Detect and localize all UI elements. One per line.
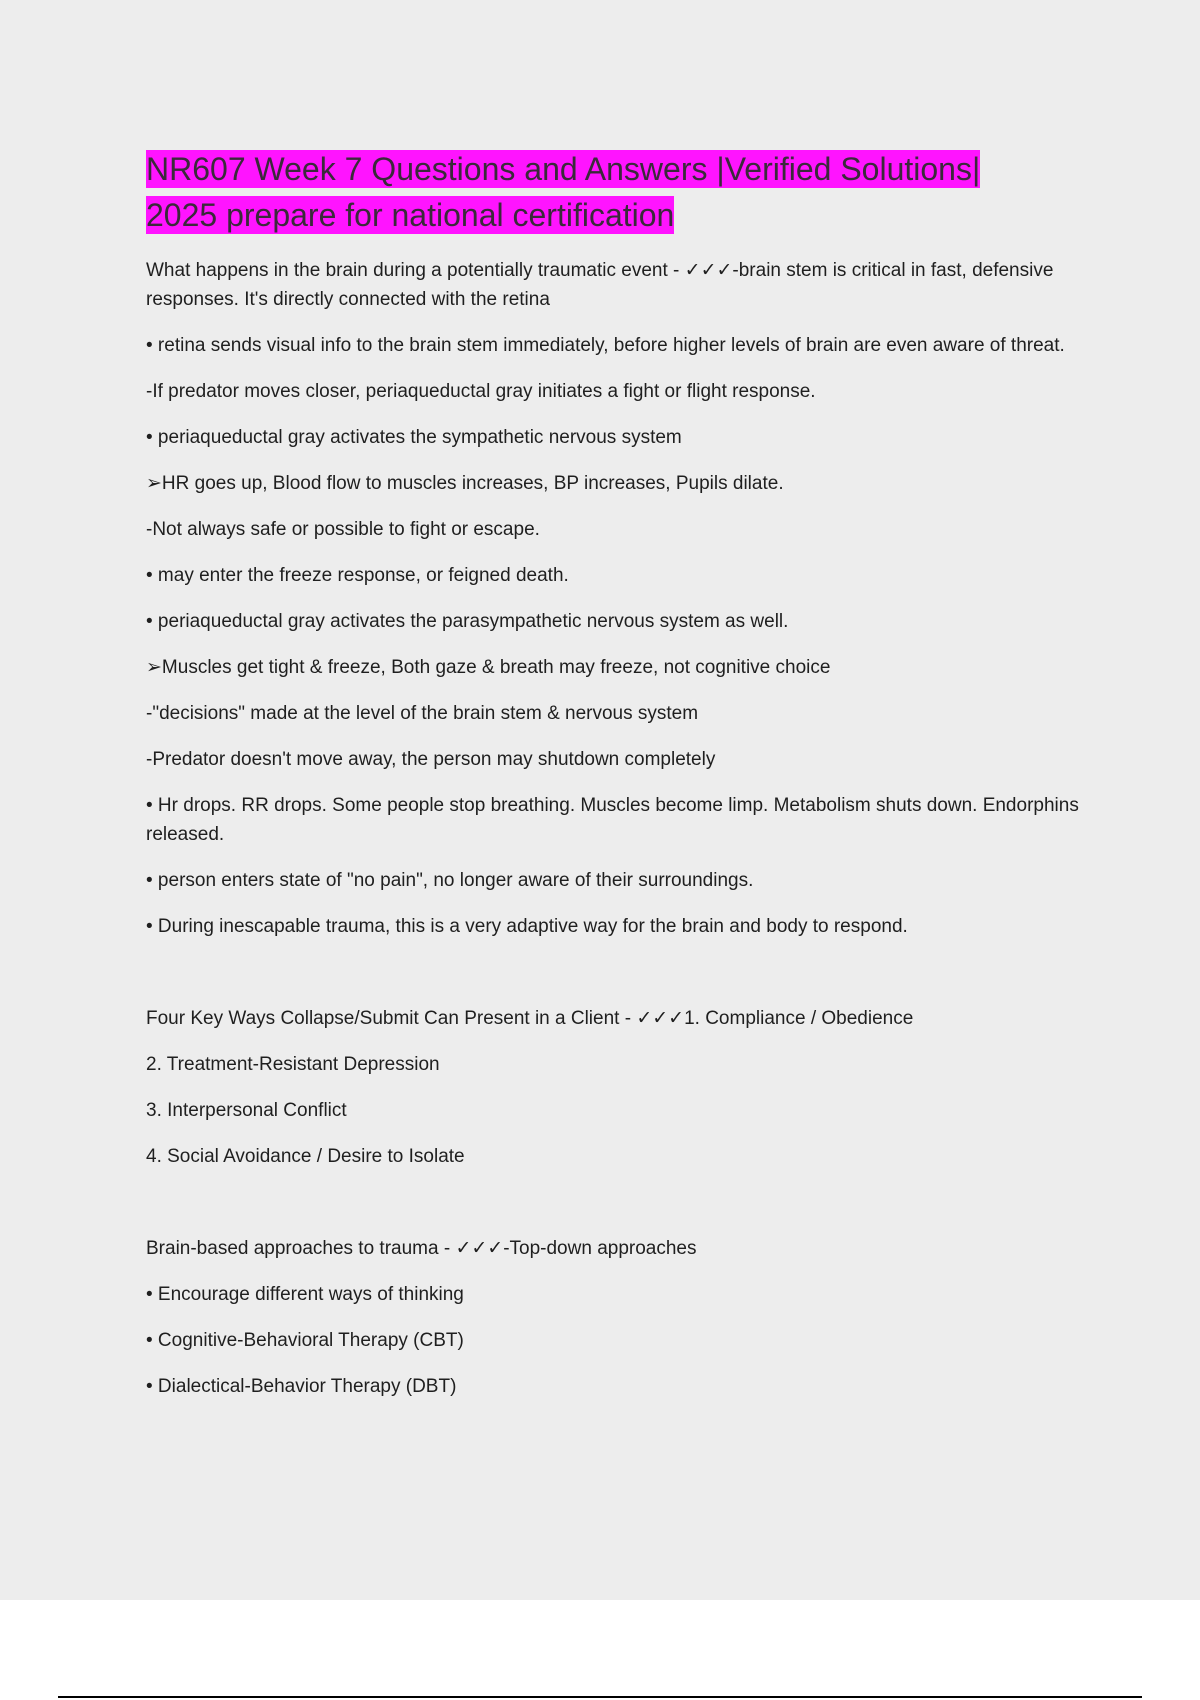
bullet-line: • During inescapable trauma, this is a very adaptive way for the brain and body to respond.	[146, 916, 908, 937]
bullet-line: • person enters state of "no pain", no longer aware of their surroundings.	[146, 870, 754, 891]
dash-line: -Predator doesn't move away, the person may shutdown completely	[146, 749, 716, 770]
document-title	[146, 146, 1086, 238]
section-spacer	[146, 958, 1086, 1004]
bullet-line: • Cognitive-Behavioral Therapy (CBT)	[146, 1330, 464, 1351]
bullet-line: • periaqueductal gray activates the parasympathetic nervous system as well.	[146, 611, 789, 632]
document-title-line-1: NR607 Week 7 Questions and Answers |Verified Solutions|	[146, 151, 981, 187]
document-content	[146, 146, 1086, 1418]
question-answer-line: Four Key Ways Collapse/Submit Can Present in a Client - ✓✓✓1. Compliance / Obedience	[146, 1008, 914, 1029]
bullet-line: • Dialectical-Behavior Therapy (DBT)	[146, 1376, 457, 1397]
document-title-line-2: 2025 prepare for national certification	[146, 197, 675, 233]
section-spacer	[146, 1188, 1086, 1234]
numbered-line: 3. Interpersonal Conflict	[146, 1100, 347, 1121]
question-answer-line: Brain-based approaches to trauma - ✓✓✓-Top-down approaches	[146, 1238, 697, 1259]
dash-line: -Not always safe or possible to fight or escape.	[146, 519, 540, 540]
arrow-line: ➢HR goes up, Blood flow to muscles increases, BP increases, Pupils dilate.	[146, 473, 784, 494]
question-answer-line: What happens in the brain during a potentially traumatic event - ✓✓✓-brain stem is critical in fast, defensive responses. It's directly connected with the retina	[146, 260, 1054, 310]
bullet-line: • retina sends visual info to the brain stem immediately, before higher levels of brain are even aware of threat.	[146, 335, 1065, 356]
section-brain-trauma-event	[146, 256, 1086, 941]
bullet-line: • periaqueductal gray activates the sympathetic nervous system	[146, 427, 682, 448]
dash-line: -If predator moves closer, periaqueductal gray initiates a fight or flight response.	[146, 381, 816, 402]
arrow-line: ➢Muscles get tight & freeze, Both gaze & breath may freeze, not cognitive choice	[146, 657, 831, 678]
section-brain-based-approaches	[146, 1234, 1086, 1401]
dash-line: -"decisions" made at the level of the brain stem & nervous system	[146, 703, 699, 724]
bullet-line: • Encourage different ways of thinking	[146, 1284, 464, 1305]
bullet-line: • may enter the freeze response, or feigned death.	[146, 565, 569, 586]
numbered-line: 4. Social Avoidance / Desire to Isolate	[146, 1146, 465, 1167]
section-collapse-submit	[146, 1004, 1086, 1171]
footer-divider	[58, 1696, 1142, 1698]
numbered-line: 2. Treatment-Resistant Depression	[146, 1054, 440, 1075]
bullet-line: • Hr drops. RR drops. Some people stop breathing. Muscles become limp. Metabolism shuts down. Endorphins released.	[146, 795, 1079, 845]
